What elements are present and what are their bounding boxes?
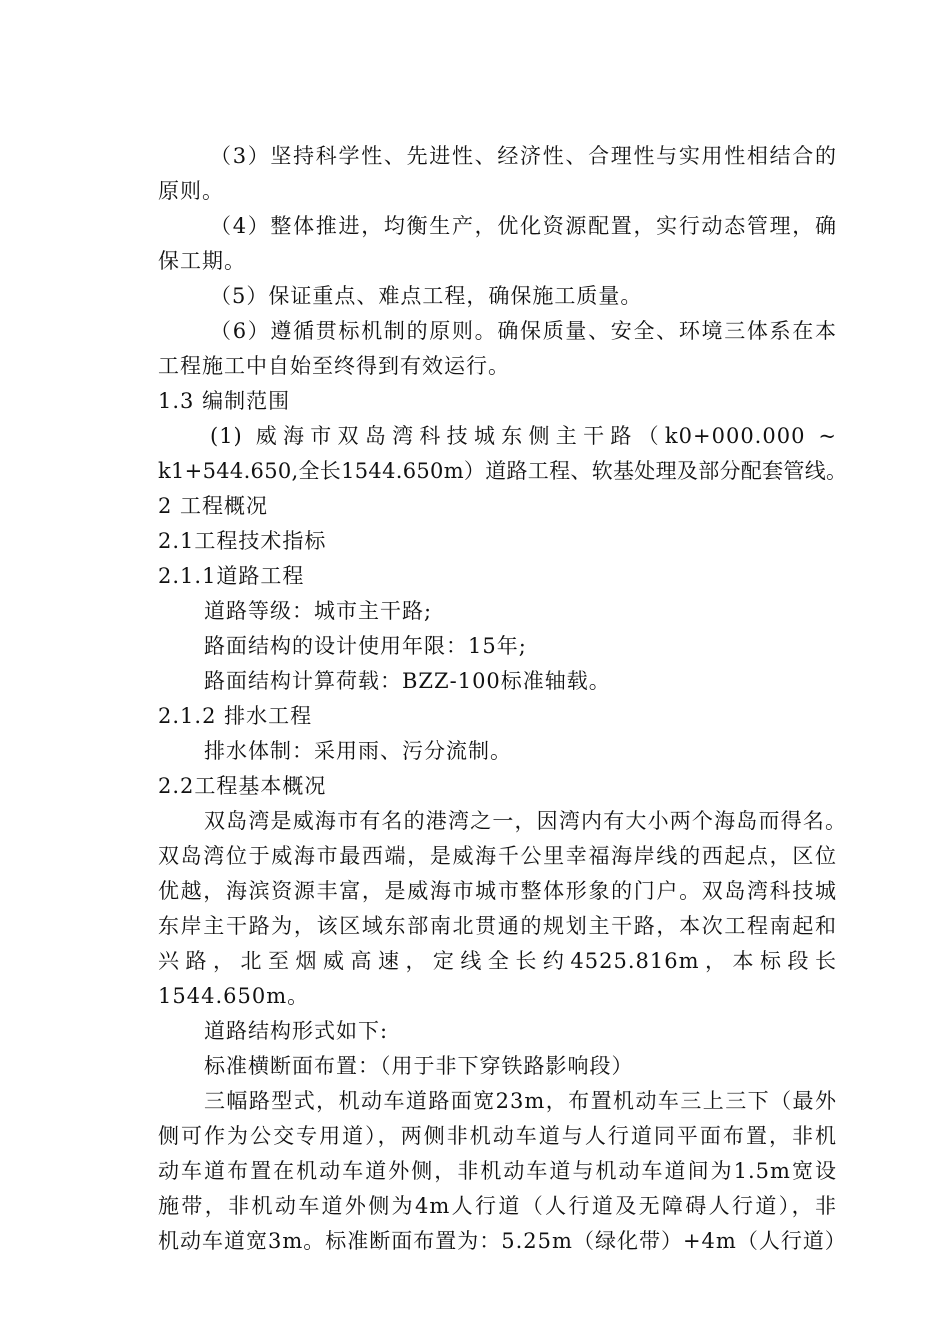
text-line-principle-5: （5）保证重点、难点工程，确保施工质量。	[210, 284, 643, 308]
text-line-principle-6-cont: 工程施工中自始至终得到有效运行。	[158, 354, 510, 378]
text-line-design-load: 路面结构计算荷载：BZZ-100标准轴载。	[204, 669, 611, 693]
text-line-overview-4: 东岸主干路为，该区域东部南北贯通的规划主干路，本次工程南起和	[158, 914, 837, 938]
text-line-overview-6: 1544.650m。	[158, 984, 310, 1008]
text-line-structure-intro: 道路结构形式如下:	[204, 1019, 389, 1043]
section-heading-2-1: 2.1工程技术指标	[158, 529, 327, 553]
text-line-road-grade: 道路等级：城市主干路;	[204, 599, 433, 623]
text-line-section-1: 三幅路型式，机动车道路面宽23m，布置机动车三上三下（最外	[204, 1089, 837, 1113]
text-line-overview-5: 兴路，北至烟威高速，定线全长约4525.816m，本标段长	[158, 949, 837, 973]
text-line-overview-3: 优越，海滨资源丰富，是威海市城市整体形象的门户。双岛湾科技城	[158, 879, 837, 903]
text-line-overview-1: 双岛湾是威海市有名的港湾之一，因湾内有大小两个海岛而得名。	[204, 809, 847, 833]
text-line-scope-1-cont: k1+544.650,全长1544.650m）道路工程、软基处理及部分配套管线。	[158, 459, 848, 483]
section-heading-1-3: 1.3 编制范围	[158, 389, 291, 413]
text-line-scope-1: (1) 威海市双岛湾科技城东侧主干路（k0+000.000 ~	[210, 424, 837, 448]
text-line-principle-6: （6）遵循贯标机制的原则。确保质量、安全、环境三体系在本	[210, 319, 837, 343]
text-line-overview-2: 双岛湾位于威海市最西端，是威海千公里幸福海岸线的西起点，区位	[158, 844, 837, 868]
section-heading-2-2: 2.2工程基本概况	[158, 774, 327, 798]
text-line-section-4: 施带，非机动车道外侧为4m人行道（人行道及无障碍人行道），非	[158, 1194, 837, 1218]
text-line-section-2: 侧可作为公交专用道），两侧非机动车道与人行道同平面布置，非机	[158, 1124, 837, 1148]
section-heading-2-1-1: 2.1.1道路工程	[158, 564, 305, 588]
section-heading-2-1-2: 2.1.2 排水工程	[158, 704, 313, 728]
text-line-drainage-system: 排水体制：采用雨、污分流制。	[204, 739, 512, 763]
text-line-principle-4: （4）整体推进，均衡生产，优化资源配置，实行动态管理，确	[210, 214, 837, 238]
text-line-section-5: 机动车道宽3m。标准断面布置为：5.25m（绿化带）+4m（人行道）	[158, 1229, 847, 1253]
text-line-principle-3: （3）坚持科学性、先进性、经济性、合理性与实用性相结合的	[210, 144, 837, 168]
text-line-design-life: 路面结构的设计使用年限：15年;	[204, 634, 527, 658]
text-line-section-3: 动车道布置在机动车道外侧，非机动车道与机动车道间为1.5m宽设	[158, 1159, 837, 1183]
text-line-standard-section: 标准横断面布置：（用于非下穿铁路影响段）	[204, 1054, 634, 1078]
text-line-principle-4-cont: 保工期。	[158, 249, 246, 273]
text-line-principle-3-cont: 原则。	[158, 179, 224, 203]
section-heading-2: 2 工程概况	[158, 494, 269, 518]
